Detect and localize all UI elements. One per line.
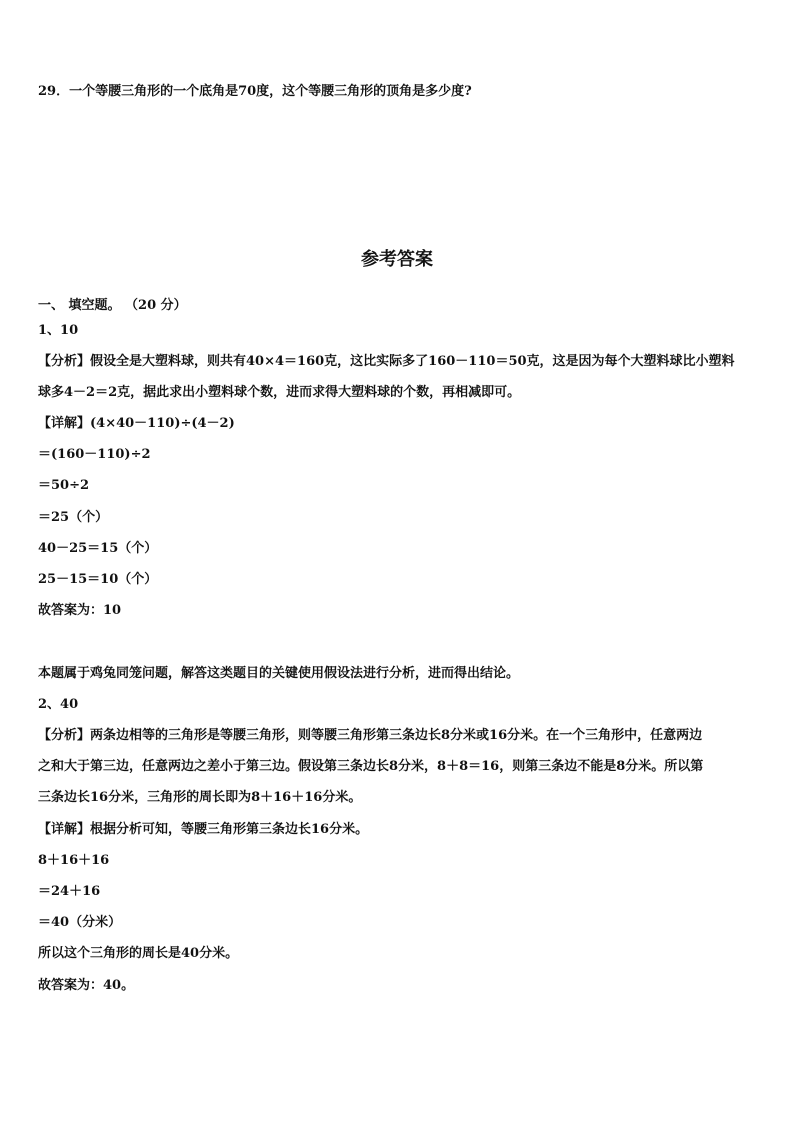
answer-2-step: ＝40（分米）: [38, 915, 122, 930]
answer-1-analysis-line-1: 【分析】假设全是大塑料球，则共有40×4＝160克，这比实际多了160－110＝50克，这是因为每个大塑料球比小塑料: [38, 354, 735, 369]
answer-2-step: 8＋16＋16: [38, 853, 110, 868]
answer-2-detail: 【详解】根据分析可知，等腰三角形第三条边长16分米。: [38, 822, 369, 837]
answer-1-number: 1、10: [38, 323, 79, 338]
answer-1-step: 40－25＝15（个）: [38, 541, 158, 556]
answer-1-final: 故答案为：10: [38, 603, 122, 618]
answer-2-step: ＝24＋16: [38, 884, 101, 899]
answer-1-step: ＝25（个）: [38, 510, 109, 525]
section-heading: 一、 填空题。 （20 分）: [38, 298, 187, 313]
answer-title: 参考答案: [361, 249, 433, 270]
answer-2-analysis-line-2: 之和大于第三边，任意两边之差小于第三边。假设第三条边长8分米，8＋8＝16，则第三条边不能是8分米。所以第: [38, 759, 704, 774]
answer-2-analysis-line-1: 【分析】两条边相等的三角形是等腰三角形，则等腰三角形第三条边长8分米或16分米。在一个三角形中，任意两边: [38, 728, 703, 743]
answer-2-conclusion: 所以这个三角形的周长是40分米。: [38, 946, 239, 961]
answer-2-analysis-line-3: 三条边长16分米，三角形的周长即为8＋16＋16分米。: [38, 790, 362, 805]
answer-1-analysis-line-2: 球多4－2＝2克，据此求出小塑料球个数，进而求得大塑料球的个数，再相减即可。: [38, 385, 521, 400]
answer-1-detail: 【详解】(4×40－110)÷(4－2): [38, 416, 235, 431]
answer-1-step: ＝50÷2: [38, 478, 90, 493]
question-29: 29．一个等腰三角形的一个底角是70度，这个等腰三角形的顶角是多少度?: [38, 84, 472, 99]
answer-1-step: 25－15＝10（个）: [38, 572, 158, 587]
answer-1-step: ＝(160－110)÷2: [38, 447, 151, 462]
answer-1-comment: 本题属于鸡兔同笼问题，解答这类题目的关键使用假设法进行分析，进而得出结论。: [38, 666, 520, 681]
answer-2-number: 2、40: [38, 697, 79, 712]
answer-2-final: 故答案为：40。: [38, 978, 135, 993]
